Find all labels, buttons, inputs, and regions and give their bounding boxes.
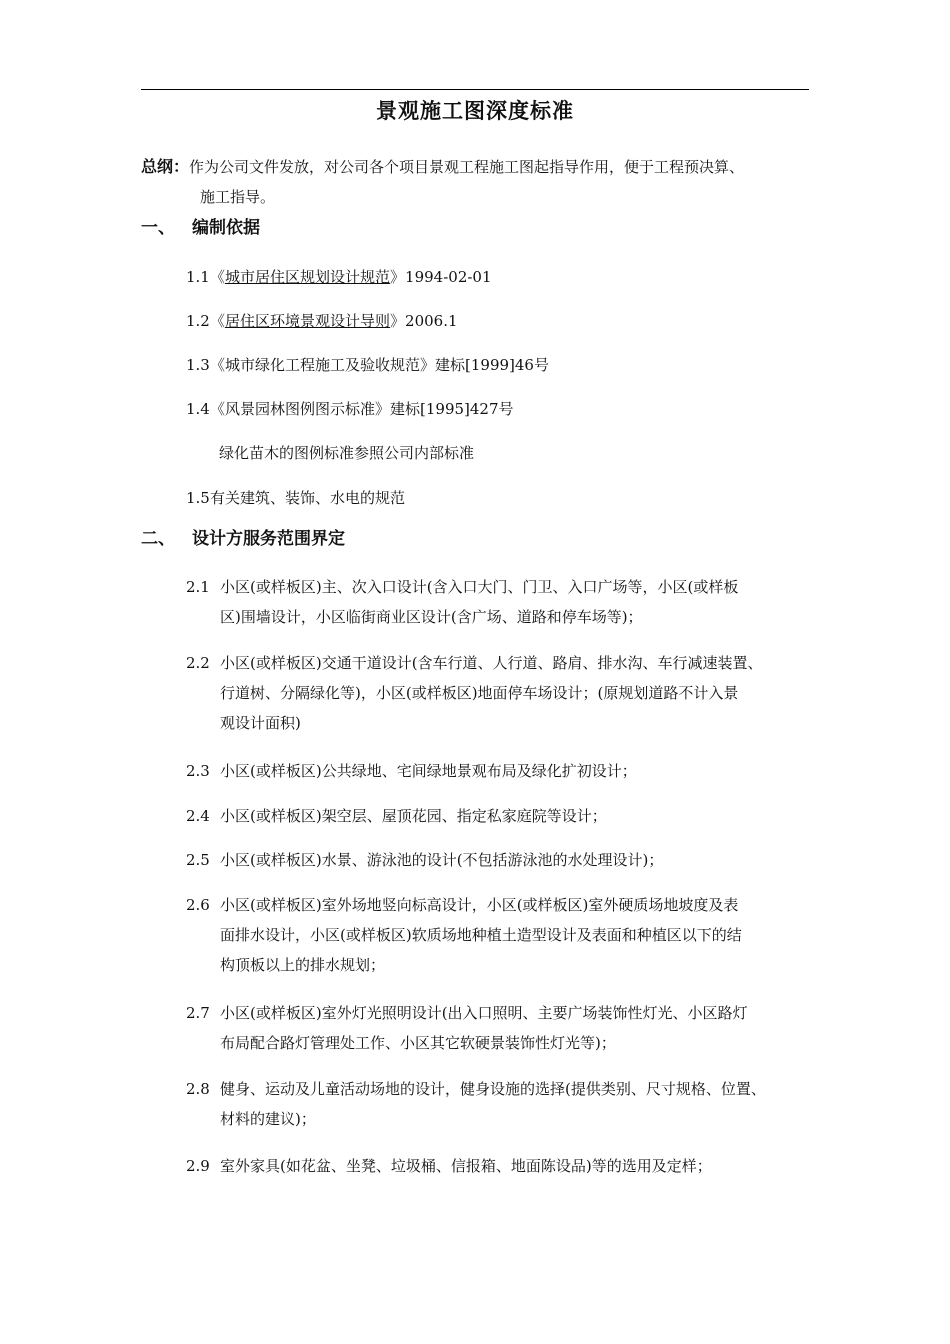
item-number: 2.3 [186, 762, 210, 780]
item-text: 《风景园林图例图示标准》建标[1995]427号 [210, 400, 514, 418]
document-title: 景观施工图深度标准 [376, 99, 574, 123]
item-line: 材料的建议)； [220, 1110, 316, 1128]
item-number: 2.9 [186, 1157, 210, 1175]
item-number: 1.3 [186, 356, 210, 374]
basis-item-1-4 [186, 394, 818, 424]
summary-paragraph [141, 152, 821, 212]
section-title: 编制依据 [192, 218, 260, 238]
item-number: 2.1 [186, 578, 210, 596]
item-bracket-open: 《 [210, 268, 226, 286]
section-title: 设计方服务范围界定 [192, 529, 345, 549]
basis-item-1-2 [186, 306, 818, 336]
scope-item-2-1 [186, 572, 818, 632]
item-line: 健身、运动及儿童活动场地的设计，健身设施的选择(提供类别、尺寸规格、位置、 [220, 1080, 766, 1098]
item-line: 区)围墙设计，小区临街商业区设计(含广场、道路和停车场等)； [220, 608, 643, 626]
item-line: 小区(或样板区)室外场地竖向标高设计，小区(或样板区)室外硬质场地坡度及表 [220, 896, 739, 914]
item-number: 2.5 [186, 851, 210, 869]
item-line: 布局配合路灯管理处工作、小区其它软硬景装饰性灯光等)； [220, 1034, 616, 1052]
basis-item-1-5 [186, 483, 818, 513]
section-heading-1 [141, 214, 260, 242]
item-number: 1.2 [186, 312, 210, 330]
scope-item-2-7 [186, 998, 818, 1058]
scope-item-2-9 [186, 1151, 818, 1181]
scope-item-2-4 [186, 801, 818, 831]
header-rule [141, 89, 809, 90]
item-line: 行道树、分隔绿化等)，小区(或样板区)地面停车场设计；(原规划道路不计入景 [220, 684, 739, 702]
standard-link[interactable]: 居住区环境景观设计导则 [225, 312, 391, 330]
scope-item-2-2 [186, 648, 818, 738]
item-number: 2.4 [186, 807, 210, 825]
item-line: 室外家具(如花盆、坐凳、垃圾桶、信报箱、地面陈设品)等的选用及定样； [220, 1157, 712, 1175]
scope-item-2-3 [186, 756, 818, 786]
item-line: 小区(或样板区)交通干道设计(含车行道、人行道、路肩、排水沟、车行减速装置、 [220, 654, 763, 672]
item-number: 2.8 [186, 1080, 210, 1098]
item-line: 小区(或样板区)水景、游泳池的设计(不包括游泳池的水处理设计)； [220, 851, 664, 869]
item-number: 1.1 [186, 268, 210, 286]
scope-item-2-8 [186, 1074, 818, 1134]
section-heading-2 [141, 525, 345, 553]
scope-item-2-5 [186, 845, 818, 875]
item-line: 构顶板以上的排水规划； [220, 956, 386, 974]
scope-item-2-6 [186, 890, 818, 980]
summary-line-1: 作为公司文件发放，对公司各个项目景观工程施工图起指导作用，便于工程预决算、 [189, 158, 745, 176]
summary-label: 总纲： [141, 157, 190, 176]
item-number: 1.4 [186, 400, 210, 418]
basis-item-1-3 [186, 350, 818, 380]
item-line: 小区(或样板区)室外灯光照明设计(出入口照明、主要广场装饰性灯光、小区路灯 [220, 1004, 748, 1022]
item-line: 小区(或样板区)公共绿地、宅间绿地景观布局及绿化扩初设计； [220, 762, 637, 780]
item-line: 观设计面积) [220, 714, 301, 732]
item-text: 《城市绿化工程施工及验收规范》建标[1999]46号 [210, 356, 549, 374]
basis-item-1-1 [186, 262, 818, 292]
item-number: 1.5 [186, 489, 210, 507]
item-line: 小区(或样板区)架空层、屋顶花园、指定私家庭院等设计； [220, 807, 607, 825]
standard-link[interactable]: 城市居住区规划设计规范 [225, 268, 391, 286]
item-text: 有关建筑、装饰、水电的规范 [210, 489, 406, 507]
item-number: 2.2 [186, 654, 210, 672]
item-line: 面排水设计，小区(或样板区)软质场地种植土造型设计及表面和种植区以下的结 [220, 926, 742, 944]
item-tail: 》1994-02-01 [390, 268, 492, 286]
item-line: 小区(或样板区)主、次入口设计(含入口大门、门卫、入口广场等，小区(或样板 [220, 578, 739, 596]
item-bracket-open: 《 [210, 312, 226, 330]
item-tail: 》2006.1 [390, 312, 458, 330]
section-number: 一、 [141, 218, 175, 238]
item-number: 2.6 [186, 896, 210, 914]
section-number: 二、 [141, 529, 175, 549]
basis-note: 绿化苗木的图例标准参照公司内部标准 [219, 444, 475, 462]
item-number: 2.7 [186, 1004, 210, 1022]
summary-line-2: 施工指导。 [200, 188, 276, 206]
